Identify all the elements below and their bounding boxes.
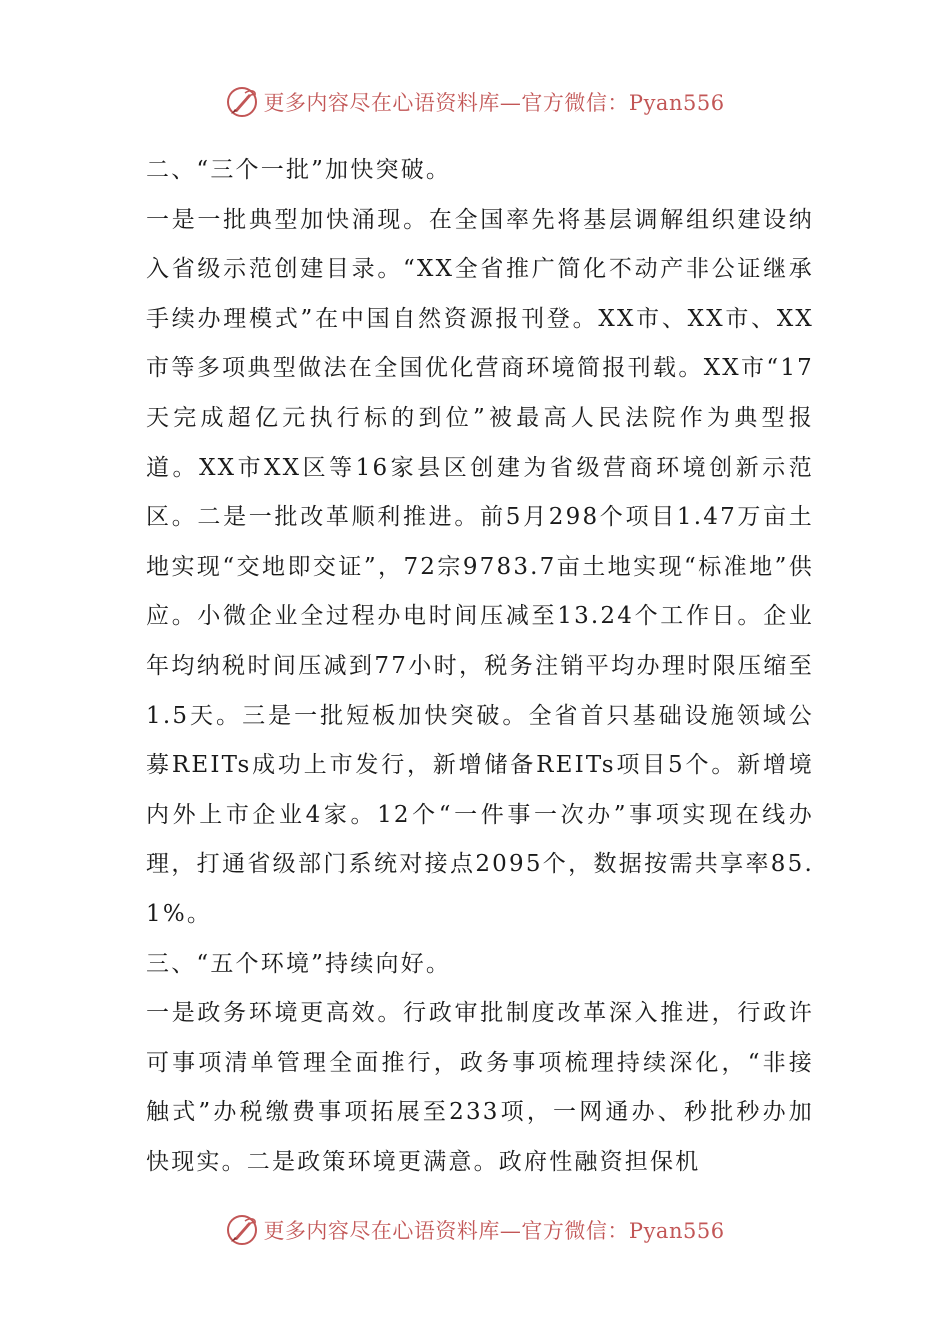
quill-pen-logo-icon: [225, 1213, 259, 1247]
section-heading-3: 三、“五个环境”持续向好。: [146, 950, 452, 977]
paragraph-five-environments: 一是政务环境更高效。行政审批制度改革深入推进，行政许可事项清单管理全面推行，政务事项梳理持续深化，“非接触式”办税缴费事项拓展至233项，一网通办、秒批秒办加快现实。二是政策环境更满意。政府性融资担保机: [146, 1000, 814, 1175]
section-heading-2: 二、“三个一批”加快突破。: [146, 157, 452, 183]
paragraph-three-batches: 一是一批典型加快涌现。在全国率先将基层调解组织建设纳入省级示范创建目录。“XX全省推广简化不动产非公证继承手续办理模式”在中国自然资源报刊登。XX市、XX市、XX市等多项典型做法在全国优化营商环境简报刊载。XX市“17天完成超亿元执行标的到位”被最高人民法院作为典型报道。XX市XX区等16家县区创建为省级营商环境创新示范区。二是一批改革顺利推进。前5月298个项目1.47万亩土地实现“交地即交证”，72宗9783.7亩土地实现“标准地”供应。小微企业全过程办电时间压减至13.24个工作日。企业年均纳税时间压减到77小时，税务注销平均办理时限压缩至1.5天。三是一批短板加快突破。全省首只基础设施领域公募REITs成功上市发行，新增储备REITs项目5个。新增境内外上市企业4家。12个“一件事一次办”事项实现在线办理，打通省级部门系统对接点2095个，数据按需共享率85.1%。: [146, 206, 814, 927]
header-banner-text: 更多内容尽在心语资料库—官方微信：Pyan556: [263, 91, 725, 115]
footer-banner-text: 更多内容尽在心语资料库—官方微信：Pyan556: [263, 1219, 725, 1243]
footer-banner: [0, 1208, 950, 1252]
quill-pen-logo-icon: [225, 85, 259, 119]
document-body: [146, 146, 814, 1187]
header-banner: [0, 80, 950, 124]
